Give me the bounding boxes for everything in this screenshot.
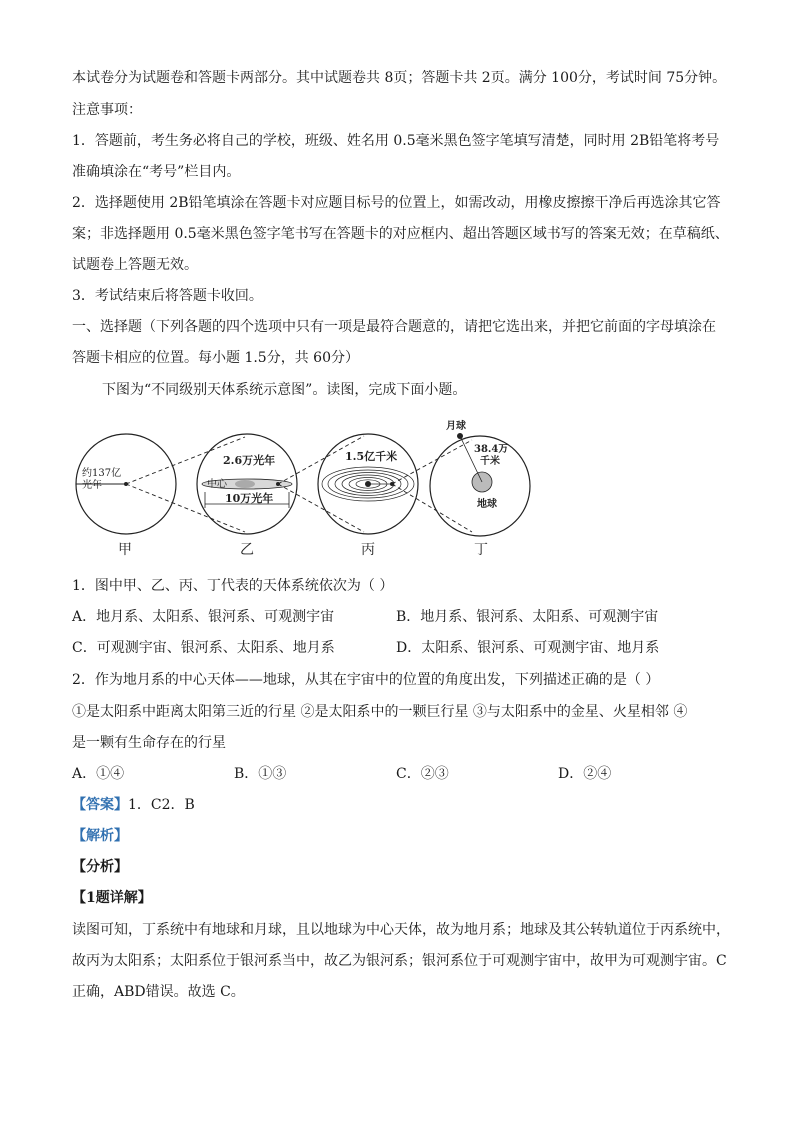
notice-1-cont: 准确填涂在“考号”栏目内。 — [72, 164, 241, 180]
celestial-systems-figure — [70, 412, 509, 560]
circle-yi — [197, 434, 297, 534]
q2-option-b[interactable]: B．①③ — [234, 766, 287, 782]
q2-stem: 2．作为地月系的中心天体——地球，从其在宇宙中的位置的角度出发，下列描述正确的是（ ） — [72, 672, 660, 688]
jia-distance-label: 约137亿 — [82, 468, 122, 479]
q1-option-b[interactable]: B．地月系、银河系、太阳系、可观测宇宙 — [396, 609, 659, 625]
q2-option-c[interactable]: C．②③ — [396, 766, 449, 782]
notice-title: 注意事项： — [72, 102, 142, 118]
q2-option-d[interactable]: D．②④ — [558, 766, 612, 782]
q2-statements-cont: 是一颗有生命存在的行星 — [72, 735, 226, 751]
explanation-line: 读图可知，丁系统中有地球和月球，且以地球为中心天体，故为地月系；地球及其公转轨道位于丙系统中， — [72, 922, 730, 938]
label-ding: 丁 — [474, 542, 488, 558]
label-bing: 丙 — [361, 542, 375, 558]
label-yi: 乙 — [240, 542, 254, 558]
q2-option-a[interactable]: A．①④ — [72, 766, 125, 782]
bing-distance-label: 1.5亿千米 — [345, 450, 398, 463]
ding-distance-label: 38.4万 — [474, 444, 509, 455]
notice-2: 2．选择题使用 2B铅笔填涂在答题卡对应题目标号的位置上，如需改动，用橡皮擦擦干净后再选涂其它答 — [72, 195, 721, 211]
label-jia: 甲 — [118, 542, 132, 558]
answer-line — [72, 795, 195, 815]
answer-tag: 【答案】 — [72, 797, 128, 813]
intro-line: 本试卷分为试题卷和答题卡两部分。其中试题卷共 8页；答题卡共 2页。满分 100分，考试时间 75分钟。 — [72, 70, 727, 86]
explanation-line: 故丙为太阳系；太阳系位于银河系当中，故乙为银河系；银河系位于可观测宇宙中，故甲为可观测宇宙。C — [72, 953, 727, 969]
section-title: 一、选择题（下列各题的四个选项中只有一项是最符合题意的，请把它选出来，并把它前面的字母填涂在 — [72, 319, 716, 335]
notice-2-cont: 试题卷上答题无效。 — [72, 257, 198, 273]
jiexi-tag: 【解析】 — [72, 828, 128, 844]
circle-bing — [318, 434, 418, 534]
circle-ding — [430, 419, 530, 536]
fenxi-tag: 【分析】 — [72, 859, 128, 875]
q1-option-c[interactable]: C．可观测宇宙、银河系、太阳系、地月系 — [72, 640, 335, 656]
notice-2-cont: 案；非选择题用 0.5毫米黑色签字笔书写在答题卡的对应框内、超出答题区域书写的答案无效；在草稿纸、 — [72, 226, 729, 242]
jia-distance-label-2: 光年 — [82, 480, 102, 491]
yi-diameter-label: 10万光年 — [225, 492, 274, 505]
notice-1: 1．答题前，考生务必将自己的学校，班级、姓名用 0.5毫米黑色签字笔填写清楚，同时用 2B铅笔将考号 — [72, 133, 720, 149]
q1-option-a[interactable]: A．地月系、太阳系、银河系、可观测宇宙 — [72, 609, 335, 625]
section-title-cont: 答题卡相应的位置。每小题 1.5分，共 60分） — [72, 350, 359, 366]
earth-label: 地球 — [477, 499, 497, 510]
notice-3: 3．考试结束后将答题卡收回。 — [72, 288, 263, 304]
explanation-line: 正确，ABD错误。故选 C。 — [72, 984, 245, 1000]
q1-stem: 1．图中甲、乙、丙、丁代表的天体系统依次为（ ） — [72, 578, 394, 594]
ding-distance-label-2: 千米 — [480, 456, 500, 467]
yi-center-label: 中心 — [207, 479, 227, 490]
detail-tag: 【1题详解】 — [72, 890, 152, 906]
figure-intro: 下图为“不同级别天体系统示意图”。读图，完成下面小题。 — [102, 382, 467, 398]
q1-option-d[interactable]: D．太阳系、银河系、可观测宇宙、地月系 — [396, 640, 660, 656]
q2-statements: ①是太阳系中距离太阳第三近的行星 ②是太阳系中的一颗巨行星 ③与太阳系中的金星、火星相邻 ④ — [72, 704, 688, 720]
answer-text: 1．C2．B — [128, 797, 195, 813]
yi-thickness-label: 2.6万光年 — [223, 454, 276, 467]
moon-label: 月球 — [446, 421, 466, 432]
